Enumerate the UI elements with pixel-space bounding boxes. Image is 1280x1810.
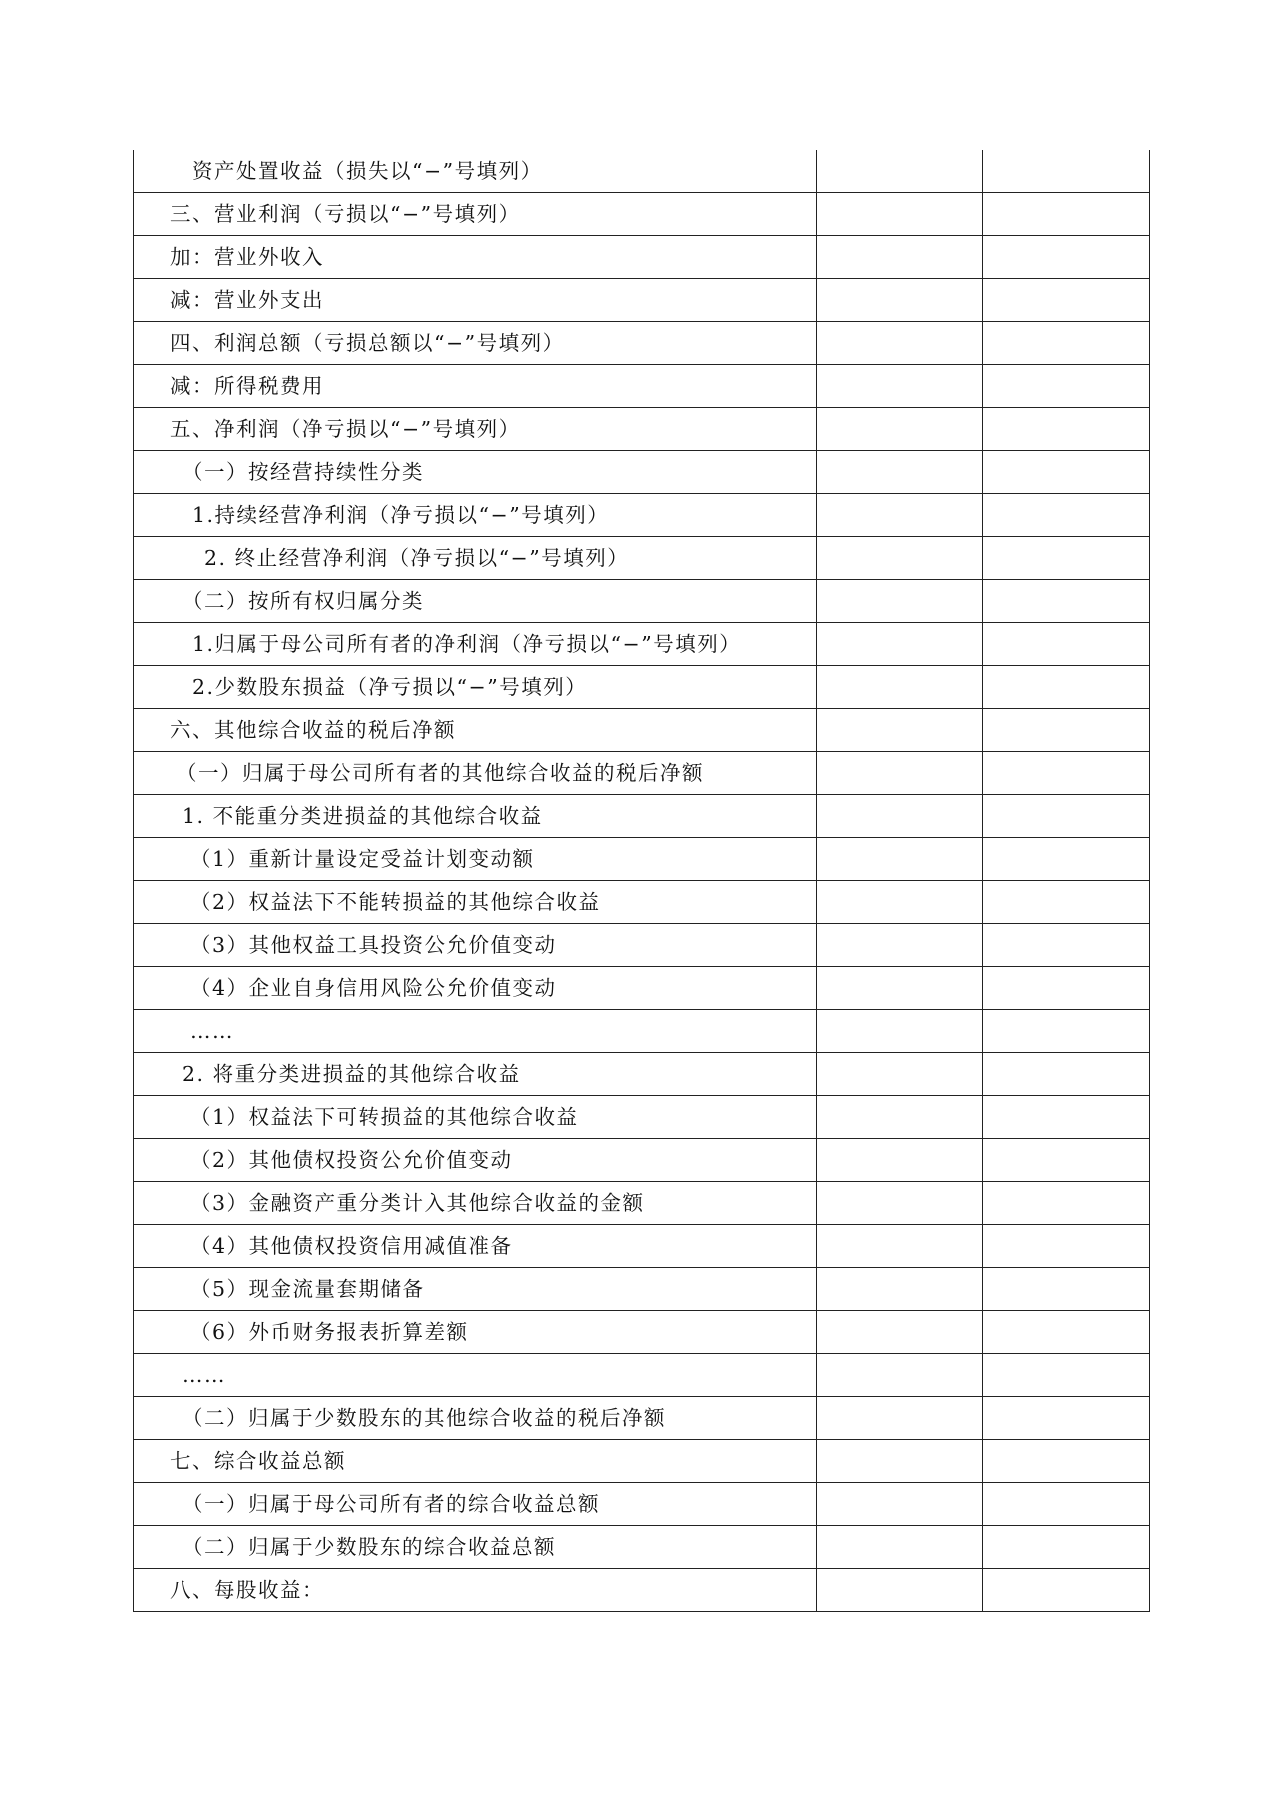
row-label: 1.持续经营净利润（净亏损以“−”号填列）	[134, 494, 817, 537]
current-period-cell	[817, 1526, 983, 1569]
current-period-cell	[817, 451, 983, 494]
current-period-cell	[817, 236, 983, 279]
current-period-cell	[817, 193, 983, 236]
prior-period-cell	[983, 150, 1150, 193]
table-row	[134, 279, 1150, 322]
prior-period-cell	[983, 1311, 1150, 1354]
row-label: 加：营业外收入	[134, 236, 817, 279]
current-period-cell	[817, 1311, 983, 1354]
prior-period-cell	[983, 580, 1150, 623]
table-row	[134, 1569, 1150, 1612]
table-row	[134, 1526, 1150, 1569]
prior-period-cell	[983, 1440, 1150, 1483]
current-period-cell	[817, 752, 983, 795]
table-row	[134, 1053, 1150, 1096]
prior-period-cell	[983, 279, 1150, 322]
current-period-cell	[817, 537, 983, 580]
current-period-cell	[817, 494, 983, 537]
income-statement-table	[133, 150, 1150, 1612]
table-row	[134, 451, 1150, 494]
prior-period-cell	[983, 365, 1150, 408]
row-label: 三、营业利润（亏损以“−”号填列）	[134, 193, 817, 236]
current-period-cell	[817, 1440, 983, 1483]
row-label: 八、每股收益：	[134, 1569, 817, 1612]
prior-period-cell	[983, 1483, 1150, 1526]
prior-period-cell	[983, 924, 1150, 967]
prior-period-cell	[983, 1569, 1150, 1612]
prior-period-cell	[983, 408, 1150, 451]
current-period-cell	[817, 408, 983, 451]
table-row	[134, 881, 1150, 924]
prior-period-cell	[983, 537, 1150, 580]
current-period-cell	[817, 279, 983, 322]
row-label: 2. 将重分类进损益的其他综合收益	[134, 1053, 817, 1096]
prior-period-cell	[983, 623, 1150, 666]
row-label: 2. 终止经营净利润（净亏损以“−”号填列）	[134, 537, 817, 580]
row-label: 五、净利润（净亏损以“−”号填列）	[134, 408, 817, 451]
row-label: 1. 不能重分类进损益的其他综合收益	[134, 795, 817, 838]
current-period-cell	[817, 1182, 983, 1225]
row-label: 减：营业外支出	[134, 279, 817, 322]
current-period-cell	[817, 1053, 983, 1096]
current-period-cell	[817, 838, 983, 881]
prior-period-cell	[983, 1397, 1150, 1440]
prior-period-cell	[983, 1139, 1150, 1182]
current-period-cell	[817, 623, 983, 666]
prior-period-cell	[983, 666, 1150, 709]
prior-period-cell	[983, 1010, 1150, 1053]
prior-period-cell	[983, 494, 1150, 537]
current-period-cell	[817, 580, 983, 623]
table-row	[134, 795, 1150, 838]
table-row	[134, 1483, 1150, 1526]
table-row	[134, 1182, 1150, 1225]
current-period-cell	[817, 1354, 983, 1397]
prior-period-cell	[983, 236, 1150, 279]
table-row	[134, 537, 1150, 580]
current-period-cell	[817, 1139, 983, 1182]
current-period-cell	[817, 1268, 983, 1311]
table-row	[134, 752, 1150, 795]
table-row	[134, 924, 1150, 967]
row-label: （5）现金流量套期储备	[134, 1268, 817, 1311]
row-label: （3）其他权益工具投资公允价值变动	[134, 924, 817, 967]
table-row	[134, 838, 1150, 881]
prior-period-cell	[983, 838, 1150, 881]
row-label: （2）权益法下不能转损益的其他综合收益	[134, 881, 817, 924]
prior-period-cell	[983, 752, 1150, 795]
row-label: （2）其他债权投资公允价值变动	[134, 1139, 817, 1182]
current-period-cell	[817, 1225, 983, 1268]
table-row	[134, 322, 1150, 365]
prior-period-cell	[983, 795, 1150, 838]
table-row	[134, 150, 1150, 193]
current-period-cell	[817, 795, 983, 838]
table-row	[134, 193, 1150, 236]
prior-period-cell	[983, 881, 1150, 924]
row-label: （二）归属于少数股东的综合收益总额	[134, 1526, 817, 1569]
table-row	[134, 1354, 1150, 1397]
row-label: 1.归属于母公司所有者的净利润（净亏损以“−”号填列）	[134, 623, 817, 666]
row-label: （一）归属于母公司所有者的综合收益总额	[134, 1483, 817, 1526]
table-row	[134, 709, 1150, 752]
prior-period-cell	[983, 193, 1150, 236]
current-period-cell	[817, 666, 983, 709]
prior-period-cell	[983, 1053, 1150, 1096]
current-period-cell	[817, 1569, 983, 1612]
row-label: （1）权益法下可转损益的其他综合收益	[134, 1096, 817, 1139]
prior-period-cell	[983, 1354, 1150, 1397]
row-label: （一）按经营持续性分类	[134, 451, 817, 494]
prior-period-cell	[983, 967, 1150, 1010]
prior-period-cell	[983, 1182, 1150, 1225]
row-label: 减：所得税费用	[134, 365, 817, 408]
row-label: （二）归属于少数股东的其他综合收益的税后净额	[134, 1397, 817, 1440]
row-label: （3）金融资产重分类计入其他综合收益的金额	[134, 1182, 817, 1225]
row-label: 资产处置收益（损失以“−”号填列）	[134, 150, 817, 193]
row-label: （1）重新计量设定受益计划变动额	[134, 838, 817, 881]
row-label: ……	[134, 1010, 817, 1053]
current-period-cell	[817, 924, 983, 967]
row-label: （二）按所有权归属分类	[134, 580, 817, 623]
prior-period-cell	[983, 451, 1150, 494]
current-period-cell	[817, 150, 983, 193]
table-row	[134, 1010, 1150, 1053]
prior-period-cell	[983, 1096, 1150, 1139]
row-label: ……	[134, 1354, 817, 1397]
row-label: 2.少数股东损益（净亏损以“−”号填列）	[134, 666, 817, 709]
current-period-cell	[817, 322, 983, 365]
table-row	[134, 1268, 1150, 1311]
current-period-cell	[817, 1096, 983, 1139]
table-row	[134, 1096, 1150, 1139]
row-label: （一）归属于母公司所有者的其他综合收益的税后净额	[134, 752, 817, 795]
current-period-cell	[817, 709, 983, 752]
row-label: 七、综合收益总额	[134, 1440, 817, 1483]
prior-period-cell	[983, 709, 1150, 752]
row-label: （4）企业自身信用风险公允价值变动	[134, 967, 817, 1010]
prior-period-cell	[983, 1225, 1150, 1268]
current-period-cell	[817, 1483, 983, 1526]
table-row	[134, 408, 1150, 451]
table-row	[134, 365, 1150, 408]
table-row	[134, 1440, 1150, 1483]
current-period-cell	[817, 365, 983, 408]
table-row	[134, 1225, 1150, 1268]
table-row	[134, 1139, 1150, 1182]
row-label: （4）其他债权投资信用减值准备	[134, 1225, 817, 1268]
table-row	[134, 1397, 1150, 1440]
table-row	[134, 236, 1150, 279]
current-period-cell	[817, 1397, 983, 1440]
prior-period-cell	[983, 1268, 1150, 1311]
table-row	[134, 666, 1150, 709]
row-label: 六、其他综合收益的税后净额	[134, 709, 817, 752]
current-period-cell	[817, 967, 983, 1010]
table-row	[134, 580, 1150, 623]
current-period-cell	[817, 881, 983, 924]
row-label: 四、利润总额（亏损总额以“−”号填列）	[134, 322, 817, 365]
table-row	[134, 494, 1150, 537]
row-label: （6）外币财务报表折算差额	[134, 1311, 817, 1354]
table-row	[134, 623, 1150, 666]
current-period-cell	[817, 1010, 983, 1053]
prior-period-cell	[983, 322, 1150, 365]
table-row	[134, 1311, 1150, 1354]
table-row	[134, 967, 1150, 1010]
prior-period-cell	[983, 1526, 1150, 1569]
